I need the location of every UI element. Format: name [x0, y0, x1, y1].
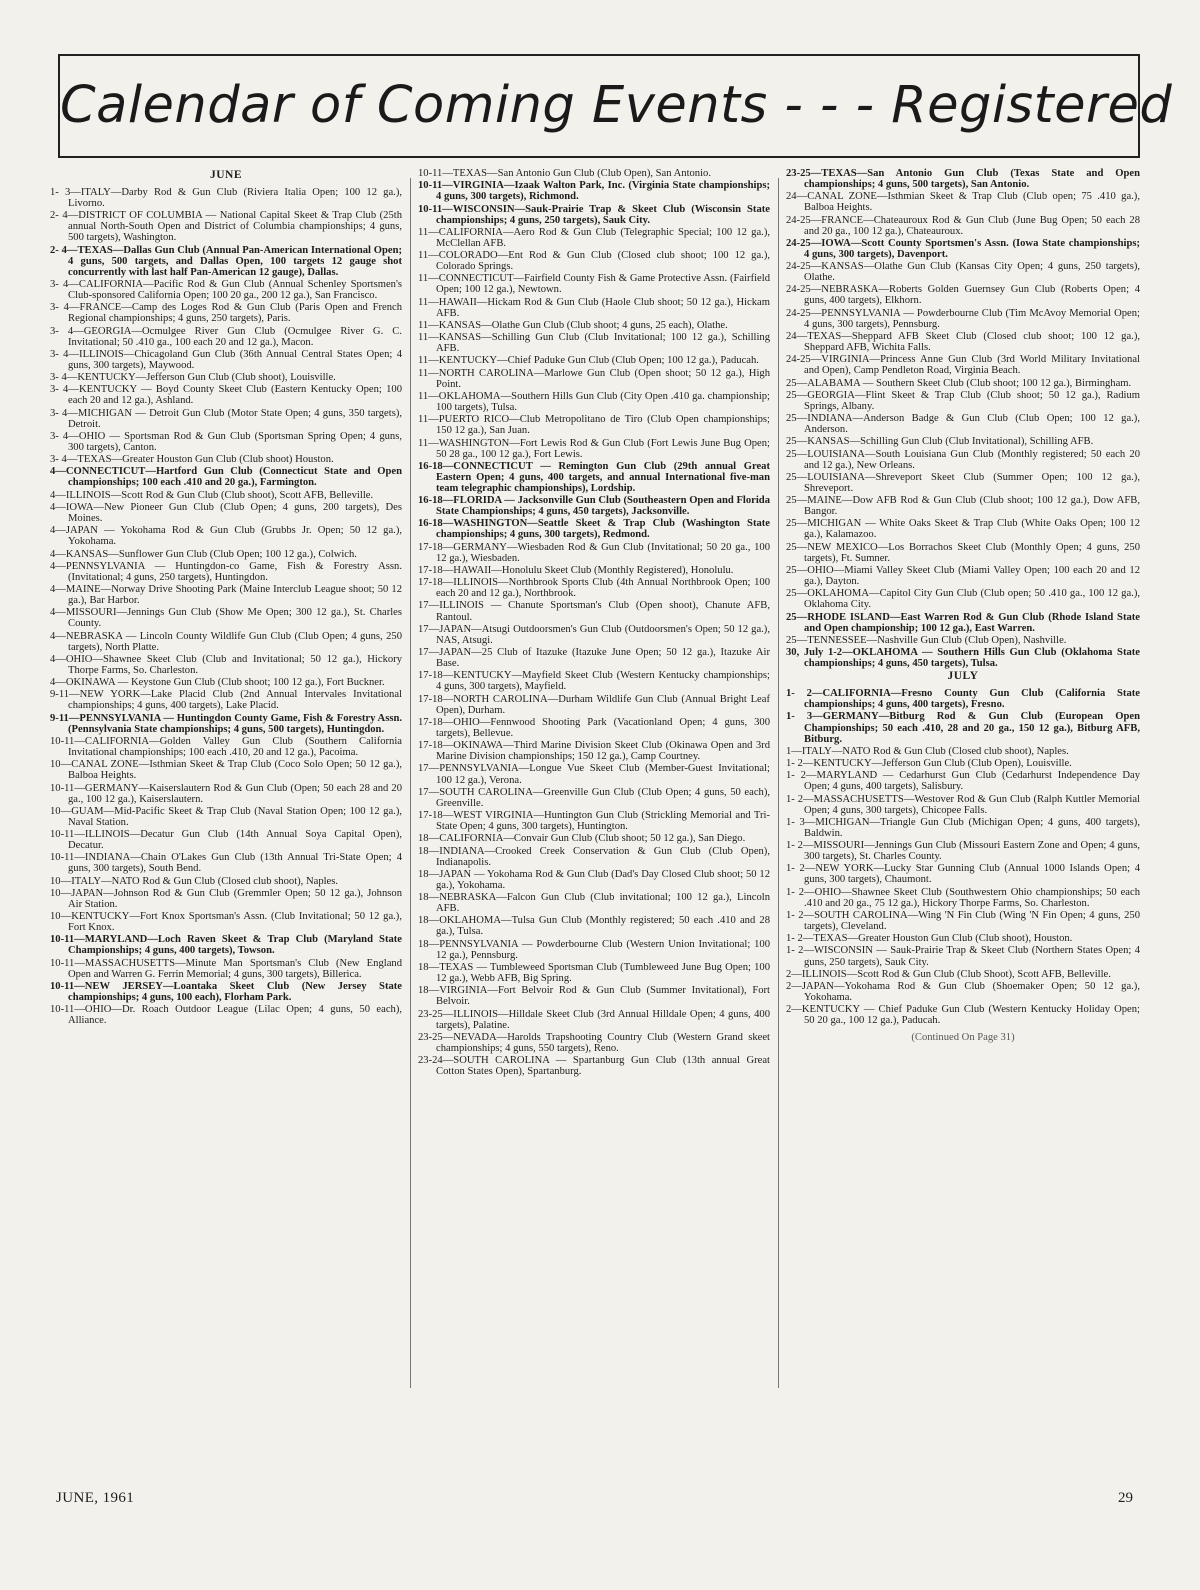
column-divider	[410, 178, 411, 1388]
event-entry: 4—OKINAWA — Keystone Gun Club (Club shoot; 100 12 ga.), Fort Buckner.	[50, 677, 385, 689]
event-entry: 25—OKLAHOMA—Capitol City Gun Club (Club open; 50 .410 ga., 100 12 ga.), Oklahoma City.	[786, 588, 1140, 611]
event-entry: 23-25—TEXAS—San Antonio Gun Club (Texas State and Open championships; 4 guns, 500 targets), San Antonio.	[786, 168, 1140, 191]
event-entry: 24-25—IOWA—Scott County Sportsmen's Assn. (Iowa State championships; 4 guns, 300 targets), Davenport.	[786, 237, 1140, 260]
column-3	[786, 168, 1140, 1043]
event-entry: 25—INDIANA—Anderson Badge & Gun Club (Club Open; 100 12 ga.), Anderson.	[786, 413, 1140, 436]
event-entry: 18—CALIFORNIA—Convair Gun Club (Club shoot; 50 12 ga.), San Diego.	[418, 833, 746, 845]
page-number: 29	[1118, 1490, 1133, 1506]
event-entry: 3- 4—KENTUCKY—Jefferson Gun Club (Club shoot), Louisville.	[50, 372, 336, 384]
event-entry: 24-25—VIRGINIA—Princess Anne Gun Club (3rd World Military Invitational and Open), Camp Pendleton Road, Virginia Beach.	[786, 354, 1140, 377]
event-entry: 3- 4—FRANCE—Camp des Loges Rod & Gun Club (Paris Open and French Regional championships; 4 guns, 250 targets), Paris.	[50, 302, 402, 325]
event-entry: 10-11—WISCONSIN—Sauk-Prairie Trap & Skeet Club (Wisconsin State championships; 4 guns, 250 targets), Sauk City.	[418, 203, 770, 226]
event-entry: 1- 2—WISCONSIN — Sauk-Prairie Trap & Skeet Club (Northern States Open; 4 guns, 250 targets), Sauk City.	[786, 945, 1140, 968]
event-entry: 3- 4—GEORGIA—Ocmulgee River Gun Club (Ocmulgee River G. C. Invitational; 50 .410 ga., 100 each 20 and 12 ga.), Macon.	[50, 325, 402, 348]
event-entry: 11—HAWAII—Hickam Rod & Gun Club (Haole Club shoot; 50 12 ga.), Hickam AFB.	[418, 296, 770, 319]
title-banner	[58, 54, 1173, 158]
event-entry: 4—PENNSYLVANIA — Huntingdon-co Game, Fish & Forestry Assn. (Invitational; 4 guns, 250 targets), Huntingdon.	[50, 560, 402, 583]
event-entry: 17-18—OHIO—Fennwood Shooting Park (Vacationland Open; 4 guns, 300 targets), Bellevue.	[418, 716, 770, 739]
event-entry: 10-11—OHIO—Dr. Roach Outdoor League (Lilac Open; 4 guns, 50 each), Alliance.	[50, 1004, 402, 1027]
event-entry: 2—JAPAN—Yokohama Rod & Gun Club (Shoemaker Open; 50 12 ga.), Yokohama.	[786, 980, 1140, 1004]
event-entry: 2—KENTUCKY — Chief Paduke Gun Club (Western Kentucky Holiday Open; 50 20 ga., 100 12 ga.), Paducah.	[786, 1004, 1140, 1027]
event-entry: 4—IOWA—New Pioneer Gun Club (Club Open; 4 guns, 200 targets), Des Moines.	[50, 501, 402, 524]
event-entry: 18—NEBRASKA—Falcon Gun Club (Club invitational; 100 12 ga.), Lincoln AFB.	[418, 892, 770, 915]
event-entry: 10-11—NEW JERSEY—Loantaka Skeet Club (New Jersey State championships; 4 guns, 100 each), Florham Park.	[50, 980, 402, 1004]
event-entry: 10—JAPAN—Johnson Rod & Gun Club (Gremmler Open; 50 12 ga.), Johnson Air Station.	[50, 887, 402, 910]
event-entry: 11—WASHINGTON—Fort Lewis Rod & Gun Club (Fort Lewis June Bug Open; 50 28 ga., 100 12 ga.), Fort Lewis.	[418, 437, 770, 460]
event-entry: 10—KENTUCKY—Fort Knox Sportsman's Assn. (Club Invitational; 50 12 ga.), Fort Knox.	[50, 911, 402, 934]
event-entry: 25—OHIO—Miami Valley Skeet Club (Miami Valley Open; 100 each 20 and 12 ga.), Dayton.	[786, 564, 1140, 588]
continued-note: (Continued On Page 31)	[911, 1032, 1015, 1044]
event-entry: 23-25—NEVADA—Harolds Trapshooting Country Club (Western Grand skeet championships; 4 guns, 550 targets), Reno.	[418, 1031, 770, 1054]
event-entry: 3- 4—MICHIGAN — Detroit Gun Club (Motor State Open; 4 guns, 350 targets), Detroit.	[50, 407, 402, 430]
event-entry: 11—COLORADO—Ent Rod & Gun Club (Closed club shoot; 100 12 ga.), Colorado Springs.	[418, 250, 770, 273]
column-divider	[778, 178, 779, 1388]
column-1	[50, 168, 402, 1028]
event-entry: 11—NORTH CAROLINA—Marlowe Gun Club (Open shoot; 50 12 ga.), High Point.	[418, 367, 770, 390]
event-list	[786, 688, 1140, 1026]
event-entry: 3- 4—OHIO — Sportsman Rod & Gun Club (Sportsman Spring Open; 4 guns, 300 targets), Canton.	[50, 430, 402, 453]
event-entry: 11—CALIFORNIA—Aero Rod & Gun Club (Telegraphic Special; 100 12 ga.), McClellan AFB.	[418, 226, 770, 249]
event-entry: 4—ILLINOIS—Scott Rod & Gun Club (Club shoot), Scott AFB, Belleville.	[50, 489, 374, 501]
event-entry: 17—JAPAN—Atsugi Outdoorsmen's Gun Club (Outdoorsmen's Open; 50 12 ga.), NAS, Atsugi.	[418, 623, 770, 646]
event-entry: 25—RHODE ISLAND—East Warren Rod & Gun Club (Rhode Island State and Open championship; 100 12 ga.), East Warren.	[786, 611, 1140, 634]
event-entry: 1- 2—KENTUCKY—Jefferson Gun Club (Club Open), Louisville.	[786, 758, 1072, 770]
event-entry: 17-18—GERMANY—Wiesbaden Rod & Gun Club (Invitational; 50 20 ga., 100 12 ga.), Wiesbaden.	[418, 541, 770, 564]
event-entry: 25—KANSAS—Schilling Gun Club (Club Invitational), Schilling AFB.	[786, 436, 1094, 448]
event-entry: 24-25—NEBRASKA—Roberts Golden Guernsey Gun Club (Roberts Open; 4 guns, 400 targets), Elkhorn.	[786, 284, 1140, 307]
event-entry: 1- 3—GERMANY—Bitburg Rod & Gun Club (European Open Championships; 50 each .410, 28 and 20 ga., 150 12 ga.), Bitburg AFB, Bitburg.	[786, 711, 1140, 745]
event-entry: 1- 2—NEW YORK—Lucky Star Gunning Club (Annual 1000 Islands Open; 4 guns, 300 targets), Chaumont.	[786, 863, 1140, 886]
event-entry: 25—MICHIGAN — White Oaks Skeet & Trap Club (White Oaks Open; 100 12 ga.), Kalamazoo.	[786, 518, 1140, 541]
event-entry: 18—TEXAS — Tumbleweed Sportsman Club (Tumbleweed June Bug Open; 100 12 ga.), Webb AFB, Big Spring.	[418, 961, 770, 984]
event-entry: 2—ILLINOIS—Scott Rod & Gun Club (Club Shoot), Scott AFB, Belleville.	[786, 968, 1111, 980]
page-title: Calendar of Coming Events - - - Registered	[60, 76, 1173, 135]
event-entry: 1—ITALY—NATO Rod & Gun Club (Closed club shoot), Naples.	[786, 745, 1069, 757]
event-entry: 11—KANSAS—Schilling Gun Club (Club Invitational; 100 12 ga.), Schilling AFB.	[418, 332, 770, 355]
column-2	[418, 168, 770, 1078]
event-entry: 25—LOUISIANA—South Louisiana Gun Club (Monthly registered; 50 each 20 and 12 ga.), New Orleans.	[786, 448, 1140, 471]
event-entry: 11—PUERTO RICO—Club Metropolitano de Tiro (Club Open championships; 150 12 ga.), San Juan.	[418, 414, 770, 437]
event-list	[418, 168, 770, 1077]
event-entry: 24-25—FRANCE—Chateauroux Rod & Gun Club (June Bug Open; 50 each 28 and 20 ga., 100 12 ga.), Chateauroux.	[786, 214, 1140, 237]
event-entry: 4—JAPAN — Yokohama Rod & Gun Club (Grubbs Jr. Open; 50 12 ga.), Yokohama.	[50, 525, 402, 548]
event-entry: 4—OHIO—Shawnee Skeet Club (Club and Invitational; 50 12 ga.), Hickory Thorpe Farms, So. Charleston.	[50, 653, 402, 676]
event-entry: 3- 4—CALIFORNIA—Pacific Rod & Gun Club (Annual Schenley Sportsmen's Club-sponsored California Open; 100 20 ga., 200 12 ga.), San Francisco.	[50, 278, 402, 302]
event-entry: 10—CANAL ZONE—Isthmian Skeet & Trap Club (Coco Solo Open; 50 12 ga.), Balboa Heights.	[50, 759, 402, 782]
event-entry: 10-11—VIRGINIA—Izaak Walton Park, Inc. (Virginia State championships; 4 guns, 300 targets), Richmond.	[418, 180, 770, 203]
event-entry: 11—KANSAS—Olathe Gun Club (Club shoot; 4 guns, 25 each), Olathe.	[418, 319, 728, 331]
event-entry: 2- 4—DISTRICT OF COLUMBIA — National Capital Skeet & Trap Club (25th annual North-South Open and District of Columbia championships; 4 guns, 500 targets), Washington.	[50, 210, 402, 244]
month-heading-june: JUNE	[209, 169, 243, 181]
event-entry: 10-11—MASSACHUSETTS—Minute Man Sportsman's Club (New England Open and Warren G. Ferrin Memorial; 4 guns, 300 targets), Billerica.	[50, 957, 402, 980]
event-entry: 9-11—NEW YORK—Lake Placid Club (2nd Annual Intervales Invitational championships; 4 guns, 400 targets), Lake Placid.	[50, 689, 402, 712]
event-entry: 24—CANAL ZONE—Isthmian Skeet & Trap Club (Club open; 75 .410 ga.), Balboa Heights.	[786, 191, 1140, 214]
event-entry: 10-11—INDIANA—Chain O'Lakes Gun Club (13th Annual Tri-State Open; 4 guns, 300 targets), South Bend.	[50, 852, 402, 875]
event-entry: 18—JAPAN — Yokohama Rod & Gun Club (Dad's Day Closed Club shoot; 50 12 ga.), Yokohama.	[418, 868, 770, 891]
event-entry: 4—MISSOURI—Jennings Gun Club (Show Me Open; 300 12 ga.), St. Charles County.	[50, 607, 402, 630]
event-entry: 23-24—SOUTH CAROLINA — Spartanburg Gun Club (13th annual Great Cotton States Open), Spartanburg.	[418, 1055, 770, 1078]
event-entry: 30, July 1-2—OKLAHOMA — Southern Hills Gun Club (Oklahoma State championships; 4 guns, 450 targets), Tulsa.	[786, 647, 1140, 670]
event-entry: 17-18—HAWAII—Honolulu Skeet Club (Monthly Registered), Honolulu.	[418, 564, 734, 576]
month-heading-july: JULY	[947, 670, 979, 683]
event-entry: 25—TENNESSEE—Nashville Gun Club (Club Open), Nashville.	[786, 634, 1067, 646]
event-entry: 24—TEXAS—Sheppard AFB Skeet Club (Closed club shoot; 100 12 ga.), Sheppard AFB, Wichita Falls.	[786, 330, 1140, 354]
event-entry: 25—MAINE—Dow AFB Rod & Gun Club (Club shoot; 100 12 ga.), Dow AFB, Bangor.	[786, 495, 1140, 518]
event-entry: 10—ITALY—NATO Rod & Gun Club (Closed club shoot), Naples.	[50, 875, 339, 887]
event-entry: 1- 2—CALIFORNIA—Fresno County Gun Club (California State championships; 4 guns, 400 targets), Fresno.	[786, 688, 1140, 711]
event-entry: 1- 2—OHIO—Shawnee Skeet Club (Southwestern Ohio championships; 50 each .410 and 20 ga., 75 12 ga.), Hickory Thorpe Farms, So. Charleston.	[786, 886, 1140, 909]
event-entry: 16-18—FLORIDA — Jacksonville Gun Club (Southeastern Open and Florida State Championships; 4 guns, 450 targets), Jacksonville.	[418, 495, 770, 518]
event-entry: 23-25—ILLINOIS—Hilldale Skeet Club (3rd Annual Hilldale Open; 4 guns, 400 targets), Palatine.	[418, 1008, 770, 1031]
event-entry: 10-11—MARYLAND—Loch Raven Skeet & Trap Club (Maryland State Championships; 4 guns, 400 targets), Towson.	[50, 934, 402, 957]
event-entry: 4—MAINE—Norway Drive Shooting Park (Maine Interclub League shoot; 50 12 ga.), Bar Harbor.	[50, 584, 402, 607]
event-entry: 1- 3—MICHIGAN—Triangle Gun Club (Michigan Open; 4 guns, 400 targets), Baldwin.	[786, 816, 1140, 839]
event-entry: 11—CONNECTICUT—Fairfield County Fish & Game Protective Assn. (Fairfield Open; 100 12 ga.), Newtown.	[418, 273, 770, 296]
event-entry: 9-11—PENNSYLVANIA — Huntingdon County Game, Fish & Forestry Assn. (Pennsylvania State championships; 4 guns, 500 targets), Huntingdon.	[50, 712, 402, 735]
event-entry: 3- 4—ILLINOIS—Chicagoland Gun Club (36th Annual Central States Open; 4 guns, 300 targets), Maywood.	[50, 348, 402, 371]
event-entry: 3- 4—KENTUCKY — Boyd County Skeet Club (Eastern Kentucky Open; 100 each 20 and 12 ga.), Ashland.	[50, 384, 402, 407]
event-entry: 17-18—WEST VIRGINIA—Huntington Gun Club (Strickling Memorial and Tri-State Open; 4 guns, 300 targets), Huntington.	[418, 810, 770, 833]
event-entry: 17-18—ILLINOIS—Northbrook Sports Club (4th Annual Northbrook Open; 100 each 20 and 12 ga.), Northbrook.	[418, 577, 770, 600]
event-entry: 25—GEORGIA—Flint Skeet & Trap Club (Club shoot; 50 12 ga.), Radium Springs, Albany.	[786, 389, 1140, 412]
event-entry: 16-18—WASHINGTON—Seattle Skeet & Trap Club (Washington State championships; 4 guns, 300 targets), Redmond.	[418, 518, 770, 541]
event-entry: 25—LOUISIANA—Shreveport Skeet Club (Summer Open; 100 12 ga.), Shreveport.	[786, 471, 1140, 494]
event-entry: 18—VIRGINIA—Fort Belvoir Rod & Gun Club (Summer Invitational), Fort Belvoir.	[418, 985, 770, 1008]
event-entry: 4—CONNECTICUT—Hartford Gun Club (Connecticut State and Open championships; 100 each .410 and 20 ga.), Farmington.	[50, 466, 402, 489]
event-entry: 24-25—KANSAS—Olathe Gun Club (Kansas City Open; 4 guns, 250 targets), Olathe.	[786, 261, 1140, 284]
event-entry: 11—OKLAHOMA—Southern Hills Gun Club (City Open .410 ga. championship; 100 targets), Tulsa.	[418, 390, 770, 413]
event-entry: 17-18—OKINAWA—Third Marine Division Skeet Club (Okinawa Open and 3rd Marine Division championships; 150 12 ga.), Camp Courtney.	[418, 740, 770, 763]
event-entry: 3- 4—TEXAS—Greater Houston Gun Club (Club shoot) Houston.	[50, 454, 334, 466]
event-entry: 1- 2—MASSACHUSETTS—Westover Rod & Gun Club (Ralph Kuttler Memorial Open; 4 guns, 300 targets), Chicopee Falls.	[786, 793, 1140, 816]
issue-date: JUNE, 1961	[56, 1490, 135, 1506]
event-entry: 18—PENNSYLVANIA — Powderbourne Club (Western Union Invitational; 100 12 ga.), Pennsburg.	[418, 938, 770, 961]
event-entry: 17—JAPAN—25 Club of Itazuke (Itazuke June Open; 50 12 ga.), Itazuke Air Base.	[418, 647, 770, 670]
event-entry: 1- 2—SOUTH CAROLINA—Wing 'N Fin Club (Wing 'N Fin Open; 4 guns, 250 targets), Cleveland.	[786, 909, 1140, 932]
event-entry: 1- 3—ITALY—Darby Rod & Gun Club (Riviera Italia Open; 100 12 ga.), Livorno.	[50, 187, 402, 210]
event-entry: 17—ILLINOIS — Chanute Sportsman's Club (Open shoot), Chanute AFB, Rantoul.	[418, 600, 770, 623]
event-entry: 4—KANSAS—Sunflower Gun Club (Club Open; 100 12 ga.), Colwich.	[50, 548, 357, 560]
event-entry: 1- 2—MISSOURI—Jennings Gun Club (Missouri Eastern Zone and Open; 4 guns, 300 targets), St. Charles County.	[786, 840, 1140, 863]
event-entry: 18—INDIANA—Crooked Creek Conservation & Gun Club (Club Open), Indianapolis.	[418, 845, 770, 868]
event-entry: 10-11—ILLINOIS—Decatur Gun Club (14th Annual Soya Capital Open), Decatur.	[50, 829, 402, 852]
event-entry: 25—NEW MEXICO—Los Borrachos Skeet Club (Monthly Open; 4 guns, 250 targets), Ft. Sumner.	[786, 541, 1140, 564]
event-entry: 1- 2—TEXAS—Greater Houston Gun Club (Club shoot), Houston.	[786, 933, 1073, 945]
event-entry: 18—OKLAHOMA—Tulsa Gun Club (Monthly registered; 50 each .410 and 28 ga.), Tulsa.	[418, 915, 770, 938]
event-entry: 10-11—TEXAS—San Antonio Gun Club (Club Open), San Antonio.	[418, 168, 711, 179]
event-entry: 10—GUAM—Mid-Pacific Skeet & Trap Club (Naval Station Open; 100 12 ga.), Naval Station.	[50, 805, 402, 828]
event-entry: 17—PENNSYLVANIA—Longue Vue Skeet Club (Member-Guest Invitational; 100 12 ga.), Verona.	[418, 763, 770, 786]
event-list	[50, 187, 402, 1026]
event-entry: 24-25—PENNSYLVANIA — Powderbourne Club (Tim McAvoy Memorial Open; 4 guns, 300 targets), Pennsburg.	[786, 307, 1140, 330]
event-entry: 10-11—CALIFORNIA—Golden Valley Gun Club (Southern California Invitational championships; 100 each .410, 20 and 12 ga.), Pacoima.	[50, 735, 402, 758]
event-entry: 17-18—KENTUCKY—Mayfield Skeet Club (Western Kentucky championships; 4 guns, 300 targets), Mayfield.	[418, 670, 770, 693]
event-entry: 16-18—CONNECTICUT — Remington Gun Club (29th annual Great Eastern Open; 4 guns, 400 targets, and annual International five-man team telegraphic championships), Lordship.	[418, 460, 770, 494]
event-entry: 17-18—NORTH CAROLINA—Durham Wildlife Gun Club (Annual Bright Leaf Open), Durham.	[418, 693, 770, 716]
event-list	[786, 168, 1140, 669]
event-entry: 4—NEBRASKA — Lincoln County Wildlife Gun Club (Club Open; 4 guns, 250 targets), North Platte.	[50, 630, 402, 653]
event-entry: 11—KENTUCKY—Chief Paduke Gun Club (Club Open; 100 12 ga.), Paducah.	[418, 355, 759, 367]
event-entry: 17—SOUTH CAROLINA—Greenville Gun Club (Club Open; 4 guns, 50 each), Greenville.	[418, 786, 770, 809]
event-entry: 2- 4—TEXAS—Dallas Gun Club (Annual Pan-American International Open; 4 guns, 500 targets, and Dallas Open, 100 targets 12 gauge shot concurrently with last half Pan-American 12 gauge), Dallas.	[50, 244, 402, 278]
event-entry: 25—ALABAMA — Southern Skeet Club (Club shoot; 100 12 ga.), Birmingham.	[786, 377, 1132, 389]
event-entry: 1- 2—MARYLAND — Cedarhurst Gun Club (Cedarhurst Independence Day Open; 4 guns, 400 targets), Salisbury.	[786, 770, 1140, 793]
event-entry: 10-11—GERMANY—Kaiserslautern Rod & Gun Club (Open; 50 each 28 and 20 ga., 100 12 ga.), Kaiserslautern.	[50, 782, 402, 805]
